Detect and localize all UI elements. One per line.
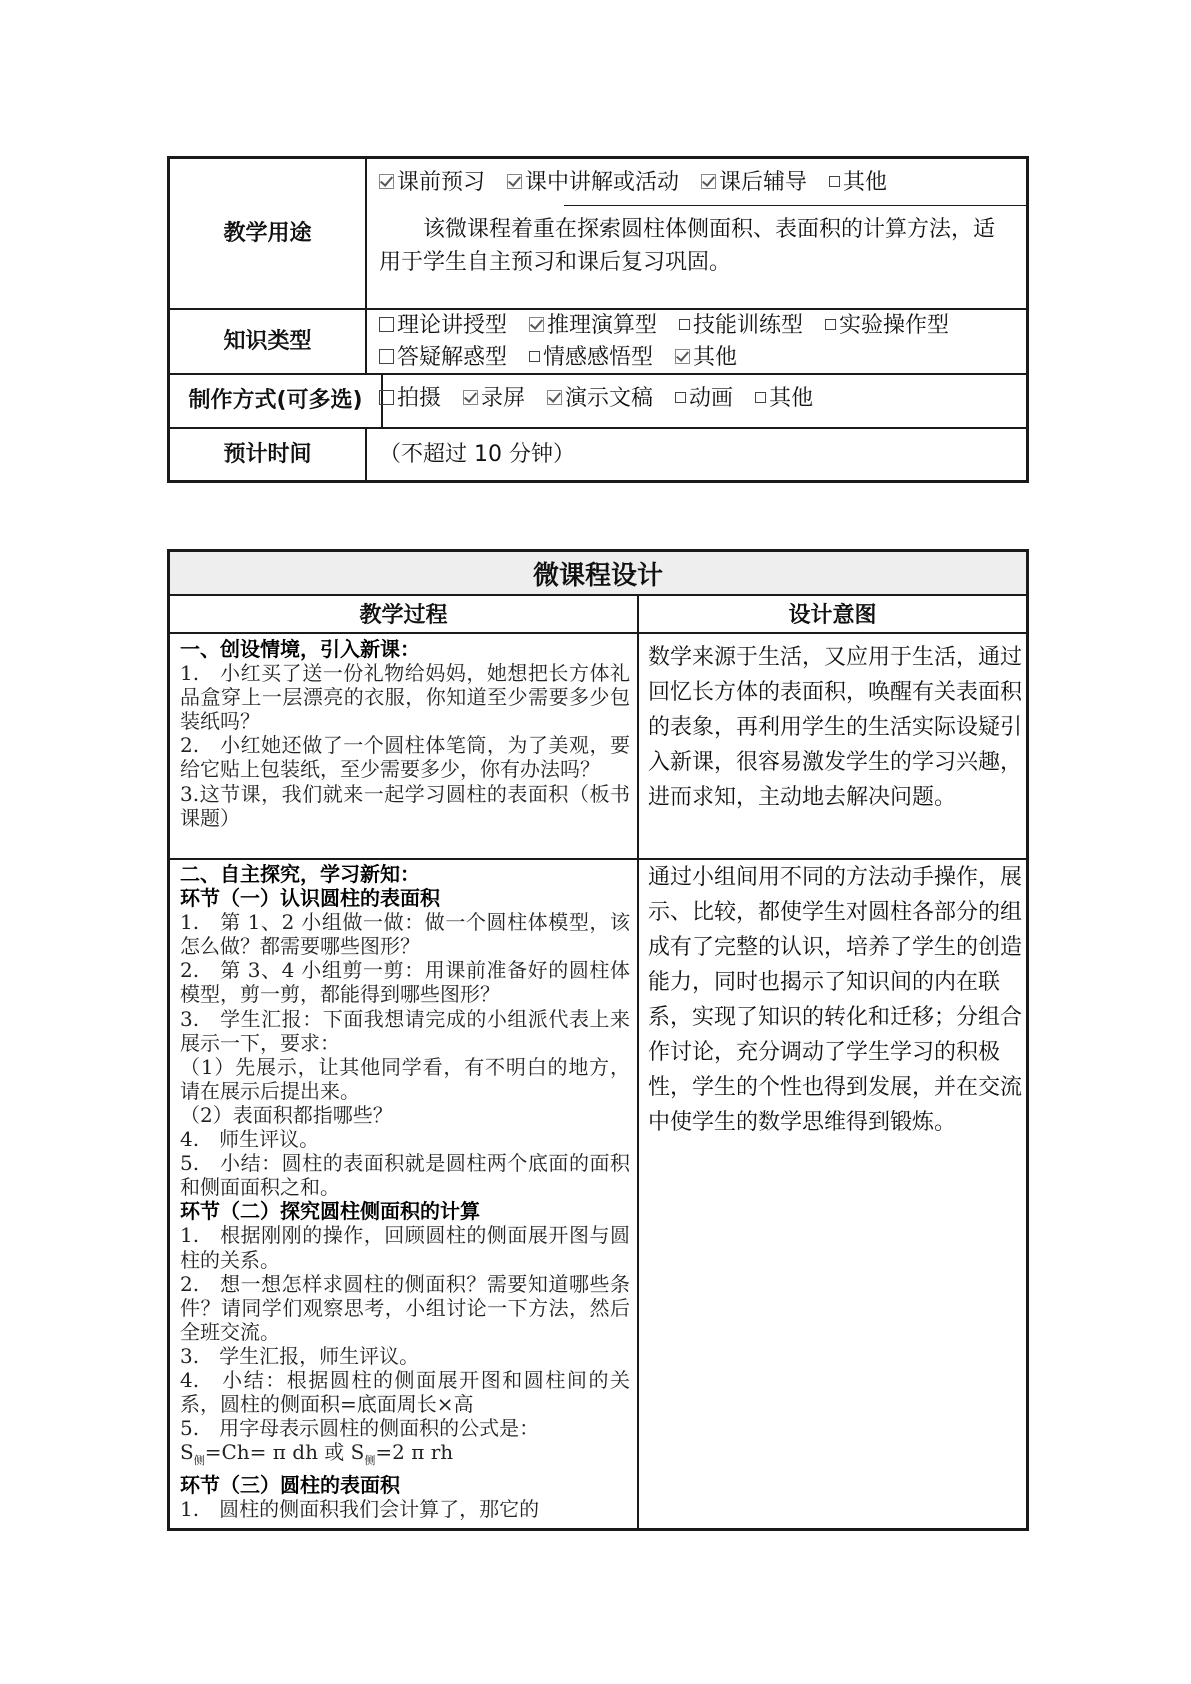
divider <box>564 205 1026 206</box>
checkbox-checked-icon[interactable] <box>379 174 394 189</box>
method-option-other[interactable]: 其他 <box>755 383 813 415</box>
paragraph: 3. 学生汇报：下面我想请完成的小组派代表上来展示一下，要求： <box>180 1006 630 1055</box>
checkbox-empty-icon[interactable] <box>379 349 394 364</box>
paragraph: （1）先展示，让其他同学看，有不明白的地方，请在展示后提出来。 <box>180 1054 630 1103</box>
column-header-intent: 设计意图 <box>639 594 1026 634</box>
checkbox-checked-icon[interactable] <box>507 174 522 189</box>
paragraph: 1. 圆柱的侧面积我们会计算了，那它的 <box>180 1497 540 1522</box>
section-heading: 一、创设情境，引入新课： <box>180 637 420 661</box>
checkbox-checked-icon[interactable] <box>675 349 690 364</box>
knowledge-option-theory[interactable]: 理论讲授型 <box>379 310 507 342</box>
knowledge-option-skill[interactable]: 技能训练型 <box>679 310 803 342</box>
paragraph: 1. 根据刚刚的操作，回顾圆柱的侧面展开图与圆柱的关系。 <box>180 1223 630 1272</box>
paragraph: 2. 想一想怎样求圆柱的侧面积？需要知道哪些条件？请同学们观察思考，小组讨论一下方法，然后全班交流。 <box>180 1271 630 1344</box>
usage-option-other[interactable]: 其他 <box>829 167 887 199</box>
design-table-title: 微课程设计 <box>170 552 1026 596</box>
paragraph: 4. 师生评议。 <box>180 1127 320 1152</box>
time-value: （不超过 10 分钟） <box>379 442 575 467</box>
usage-option-preview[interactable]: 课前预习 <box>379 167 485 199</box>
checkbox-checked-icon[interactable] <box>547 390 562 405</box>
method-label: 制作方式(可多选) <box>170 375 383 427</box>
subsection-heading: 环节（一）认识圆柱的表面积 <box>180 886 440 911</box>
knowledge-option-emotion[interactable]: 情感感悟型 <box>529 342 653 374</box>
usage-option-in-class[interactable]: 课中讲解或活动 <box>507 167 679 199</box>
knowledge-label: 知识类型 <box>170 310 367 373</box>
subsection-heading: 环节（二）探究圆柱侧面积的计算 <box>180 1199 480 1224</box>
paragraph: 1. 小红买了送一份礼物给妈妈，她想把长方体礼品盒穿上一层漂亮的衣服，你知道至少需要多少包装纸吗？ <box>180 661 630 734</box>
usage-description: 该微课程着重在探索圆柱体侧面积、表面积的计算方法，适用于学生自主预习和课后复习巩固。 <box>379 217 996 275</box>
knowledge-row <box>170 310 1026 373</box>
paragraph: 2. 第 3、4 小组剪一剪：用课前准备好的圆柱体模型，剪一剪，都能得到哪些图形？ <box>180 958 630 1007</box>
formula: $S_侧=Ch= \pi$ dh 或 $S_侧=2$ π rh <box>180 1440 454 1468</box>
method-option-shoot[interactable]: 拍摄 <box>379 383 441 415</box>
paragraph: 5. 小结：圆柱的表面积就是圆柱两个底面的面积和侧面面积之和。 <box>180 1151 630 1200</box>
method-option-animation[interactable]: 动画 <box>675 383 733 415</box>
time-row <box>170 429 1026 480</box>
column-header-process: 教学过程 <box>170 594 637 634</box>
knowledge-option-experiment[interactable]: 实验操作型 <box>825 310 949 342</box>
subsection-heading: 环节（三）圆柱的表面积 <box>180 1473 400 1498</box>
checkbox-empty-icon[interactable] <box>829 176 840 187</box>
method-row <box>170 375 1026 427</box>
usage-options <box>367 159 1026 199</box>
checkbox-checked-icon[interactable] <box>701 174 716 189</box>
usage-row <box>170 159 1026 308</box>
checkbox-empty-icon[interactable] <box>755 392 766 403</box>
usage-label: 教学用途 <box>170 159 367 308</box>
method-options <box>367 375 1026 415</box>
checkbox-empty-icon[interactable] <box>379 390 394 405</box>
intent-section-2: 通过小组间用不同的方法动手操作，展示、比较，都使学生对圆柱各部分的组成有了完整的认识，培养了学生的创造能力，同时也揭示了知识间的内在联系，实现了知识的转化和迁移；分组合作讨论，充分调动了学生学习的积极性，学生的个性也得到发展，并在交流中使学生的数学思维得到锻炼。 <box>648 865 1023 1135</box>
knowledge-options <box>367 310 1026 374</box>
section-heading: 二、自主探究，学习新知： <box>180 862 420 886</box>
knowledge-option-reasoning[interactable]: 推理演算型 <box>529 310 657 342</box>
design-table <box>167 549 1029 1531</box>
checkbox-empty-icon[interactable] <box>675 392 686 403</box>
paragraph: 3.这节课，我们就来一起学习圆柱的表面积（板书课题） <box>180 781 630 830</box>
time-label: 预计时间 <box>170 429 367 480</box>
checkbox-empty-icon[interactable] <box>679 319 690 330</box>
process-section-1 <box>180 637 630 830</box>
paragraph: 4. 小结：根据圆柱的侧面展开图和圆柱间的关系，圆柱的侧面积=底面周长×高 <box>180 1367 630 1417</box>
checkbox-checked-icon[interactable] <box>463 390 478 405</box>
checkbox-checked-icon[interactable] <box>529 317 544 332</box>
knowledge-option-qa[interactable]: 答疑解惑型 <box>379 342 507 374</box>
knowledge-option-other[interactable]: 其他 <box>675 342 737 374</box>
paragraph: 3. 学生汇报，师生评议。 <box>180 1343 420 1368</box>
column-divider <box>637 594 639 1528</box>
paragraph: 5. 用字母表示圆柱的侧面积的公式是： <box>180 1416 540 1441</box>
method-option-slides[interactable]: 演示文稿 <box>547 383 653 415</box>
checkbox-empty-icon[interactable] <box>825 319 836 330</box>
checkbox-empty-icon[interactable] <box>529 351 540 362</box>
intent-section-1: 数学来源于生活，又应用于生活，通过回忆长方体的表面积，唤醒有关表面积的表象，再利用学生的生活实际设疑引入新课，很容易激发学生的学习兴趣，进而求知，主动地去解决问题。 <box>648 645 1023 810</box>
paragraph: 1. 第 1、2 小组做一做：做一个圆柱体模型，该怎么做？都需要哪些图形？ <box>180 910 630 959</box>
method-option-screen-record[interactable]: 录屏 <box>463 383 525 415</box>
checkbox-empty-icon[interactable] <box>379 317 394 332</box>
usage-option-after-class[interactable]: 课后辅导 <box>701 167 807 199</box>
paragraph: （2）表面积都指哪些？ <box>180 1102 393 1127</box>
course-info-table <box>167 156 1029 483</box>
paragraph: 2. 小红她还做了一个圆柱体笔筒，为了美观，要给它贴上包装纸，至少需要多少，你有办法吗？ <box>180 733 630 782</box>
process-section-2 <box>180 862 630 1522</box>
